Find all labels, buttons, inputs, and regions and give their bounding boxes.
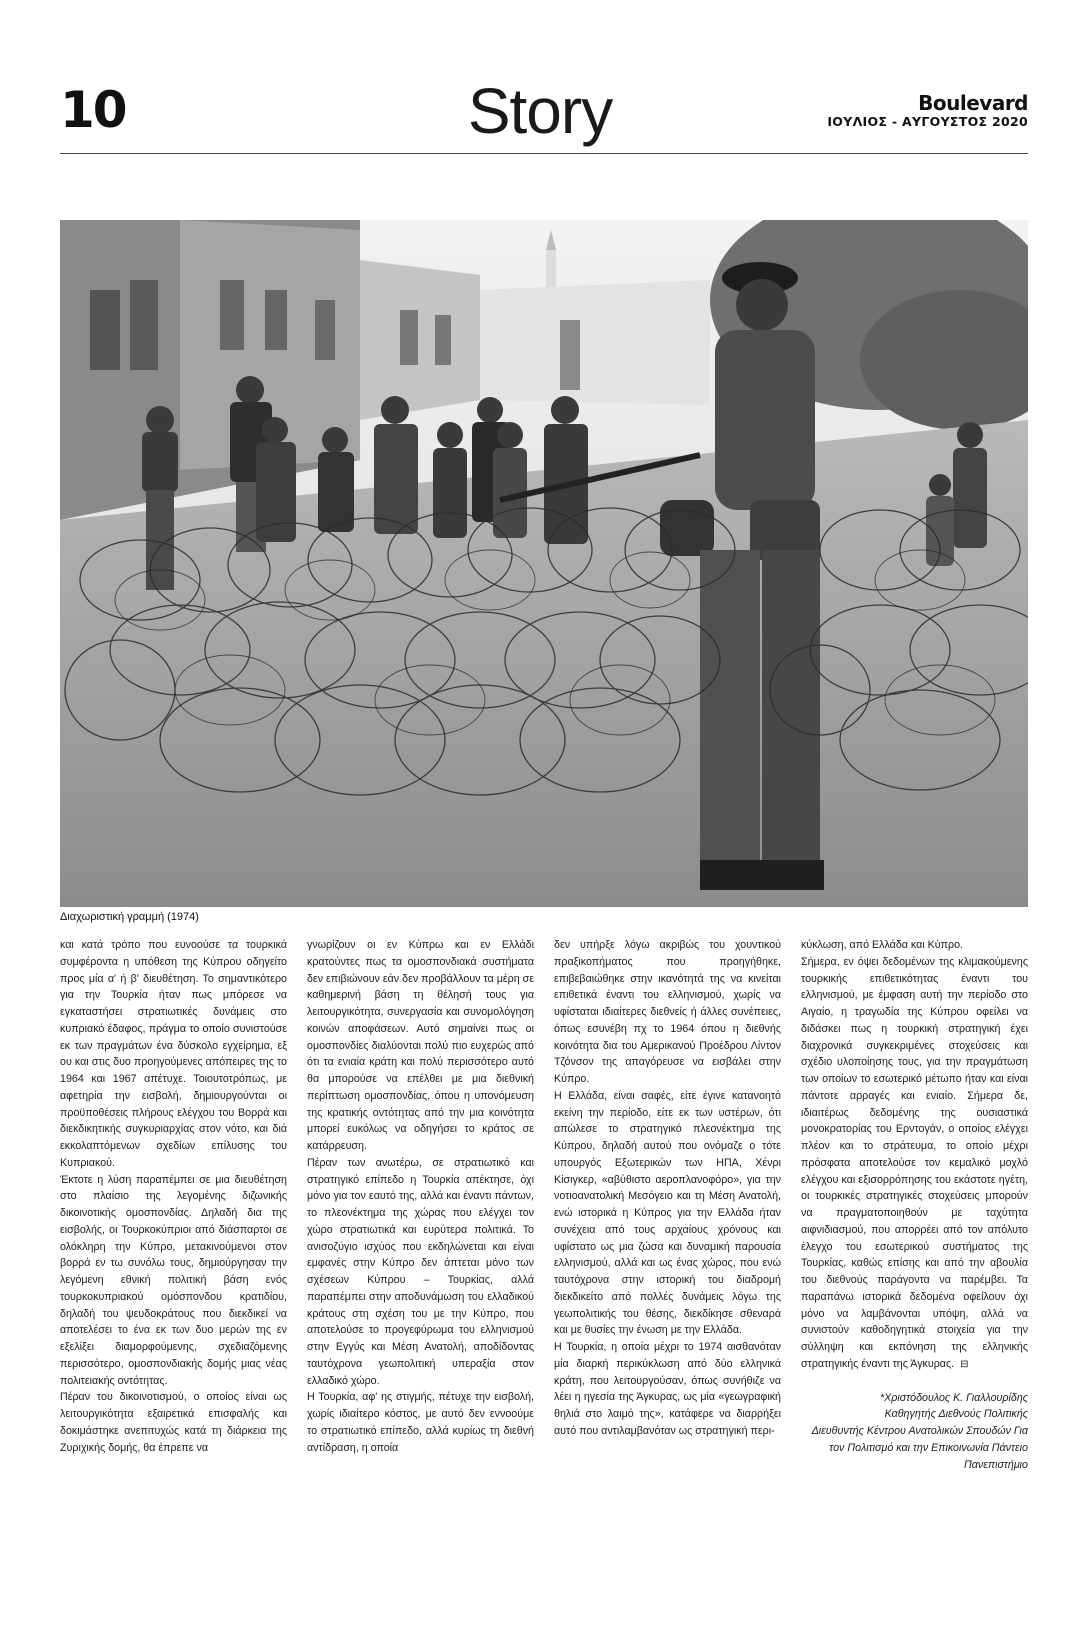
paragraph: Η Τουρκία, η οποία μέχρι το 1974 αισθανόταν μία διαρκή περικύκλωση από δύο ελληνικά κράτη, που λειτουργούσαν, όπως συνήθιζε να λέει η ηγεσία της Άγκυρας, ως μία «γεωγραφική θηλιά στο λαιμό της», κατάφερε να διαρρήξει αυτό που αντιλαμβανόταν ως στρατηγική περι-	[554, 1341, 781, 1437]
paragraph	[801, 954, 1028, 1374]
header-divider	[60, 153, 1028, 154]
paragraph: κύκλωση, από Ελλάδα και Κύπρο.	[801, 939, 964, 951]
paragraph: Πέραν των ανωτέρω, σε στρατιωτικό και στρατηγικό επίπεδο η Τουρκία απέκτησε, όχι μόνο για τον εαυτό της, αλλά και έναντι πάντων, το πλεονέκτημα της χώρας που ελέγχει τον χώρο στρατιωτικά και ευρύτερα πολιτικά. Το ανισοζύγιο ισχύος που εκδηλώνεται και είναι εμφανές στην Κύπρο δεν άπτεται μόνο των σχέσεων Κύπρου – Τουρκίας, αλλά παραπέμπει στην αποδυνάμωση του ελλαδικού κράτους στη σχέση του με την Κύπρο, που αποτελούσε το προγεφύρωμα του ελληνισμού στην Εγγύς και Μέση Ανατολή, αποδίδοντας ταυτόχρονα γεωπολιτική υπεραξία στον ελλαδικό χώρο.	[307, 1156, 534, 1387]
paragraph: Έκτοτε η λύση παραπέμπει σε μια διευθέτηση στο πλαίσιο της λεγομένης διζωνικής δικοινοτικής ομοσπονδίας. Δηλαδή δια της εισβολής, οι Τουρκοκύπριοι από διάσπαρτοι σε ολόκληρη την Κύπρο, μετακινούμενοι στον βορρά εν τω συνόλω τους, δημιούργησαν την λεγόμενη εθνική πολιτική βάση ενός τουρκοκυπριακού ομόσπονδου κρατιδίου, δηλαδή του ψευδοκράτους που διεκδικεί να αποτελέσει το ένα εκ των δυο μερών της εν εξελίξει διαμορφούμενης, σχεδιαζόμενης περισσότερο, ομοσπονδιακής δομής μιας νέας πολιτειακής οντότητας.	[60, 1173, 287, 1387]
author-signature	[801, 1390, 1028, 1474]
author-name: *Χριστόδουλος Κ. Γιαλλουρίδης	[879, 1391, 1028, 1404]
end-mark-icon: ⊟	[960, 1358, 969, 1370]
author-role: Καθηγητής Διεθνούς Πολιτικής	[884, 1408, 1028, 1421]
article-column-4	[801, 937, 1028, 1597]
paragraph: Η Ελλάδα, είναι σαφές, είτε έγινε κατανοητό εκείνη την περίοδο, είτε εκ των υστέρων, ότι απώλεσε το στρατηγικό πλεονέκτημα της Κύπρου, δηλαδή αυτού που ονόμαζε ο τότε υπουργός Εξωτερικών των ΗΠΑ, Χένρι Κίσιγκερ, «αβύθιστο αεροπλανοφόρο», για την νοτιοανατολική Μεσόγειο και τη Μέση Ανατολή, ενώ ιστορικά η Κύπρος για την Ελλάδα ήταν συνέχεια από τους αρχαίους χρόνους και υφίστατο ως μια ζώσα και δυναμική παρουσία ελληνισμού, αλλά και ως ένας χώρος, που ενώ ταυτόχρονα στην ιστορική του διαδρομή διεκδικείτο από πολλές δυνάμεις λόγω της γεωπολιτικής του θέσης, διεκδίκησε σθεναρά και με θυσίες την ένωση με την Ελλάδα.	[554, 1089, 781, 1337]
paragraph: δεν υπήρξε λόγω ακριβώς του χουντικού πραξικοπήματος που προηγήθηκε, επιβεβαιώθηκε στην ικανότητά της να κινείται επιθετικά έναντι του ελληνισμού, χωρίς να υφίσταται ιδιαίτερες διεθνείς ή άλλες συνέπειες, όπως εσυνέβη πχ το 1964 όπου η διεθνής κοινότητα δια του Αμερικανού Προέδρου Λίντον Τζόνσον της απαγόρευσε να εισβάλει στην Κύπρο.	[554, 939, 781, 1085]
section-title: Story	[467, 75, 613, 147]
page-number: 10	[60, 81, 126, 139]
paragraph: Πέραν του δικοινοτισμού, ο οποίος είναι ως λειτουργικότητα εξαιρετικά επισφαλής και δοκιμάστηκε ανεπιτυχώς κατά τη διάρκεια της Ζυριχικής δομής, θα έπρεπε να	[60, 1391, 287, 1454]
issue-date: ΙΟΥΛΙΟΣ - ΑΥΓΟΥΣΤΟΣ 2020	[827, 114, 1028, 129]
paragraph: και κατά τρόπο που ευνοούσε τα τουρκικά συμφέροντα η υπόθεση της Κύπρου οδηγείτο προς μία α' ή β' διευθέτηση. Το σημαντικότερο για την Τουρκία ήταν πως μπόρεσε να εγκαταστήσει στρατιωτικές δυνάμεις στο κυπριακό έδαφος, πράγμα το οποίο συνιστούσε εκ των πραγμάτων ένα δύσκολο εγχείρημα, εξ ου και στις δυο προηγούμενες απόπειρες της το 1964 και 1967 απέτυχε. Τοιουτοτρόπως, με αφετηρία την εισβολή, δημιουργούνται οι προϋποθέσεις πλήρους ελέγχου του Βορρά και διεκδικητικής συγκυριαρχίας στον νότο, και διά εκκολαπτόμενων σχεδίων επίλυσης του Κυπριακού.	[60, 939, 287, 1169]
feature-photo	[60, 220, 1028, 907]
article-column-1	[60, 937, 287, 1597]
photo-illustration	[60, 220, 1028, 907]
photo-caption: Διαχωριστική γραμμή (1974)	[60, 911, 199, 923]
article-column-3	[554, 937, 781, 1597]
article-body	[60, 937, 1030, 1597]
brand-logo: Boulevard	[918, 91, 1028, 115]
article-column-2	[307, 937, 534, 1597]
paragraph: Η Τουρκία, αφ' ης στιγμής, πέτυχε την εισβολή, χωρίς ιδιαίτερο κόστος, με αυτό δεν εννοούμε το στρατιωτικό επίπεδο, αλλά κυρίως τη διεθνή αντίδραση, η οποία	[307, 1391, 534, 1454]
paragraph-text: Σήμερα, εν όψει δεδομένων της κλιμακούμενης τουρκικής επιθετικότητας έναντι του ελληνισμού, με έμφαση αυτή την περίοδο στο Αιγαίο, η τραγωδία της Κύπρου οφείλει να διδάσκει πως η τουρκική στρατηγική έχει διαχρονικά συγκεκριμένες στοχεύσεις και σχέδιο υλοποίησης τους, για την πραγμάτωση των οποίων το εσωτερικό μέτωπο ήταν και είναι πάντοτε αρραγές και ενιαίο. Σήμερα δε, ιδιαιτέρως δεδομένης της ουσιαστικά μονοκρατορίας του Ερντογάν, ο οποίος ελέγχει πλέον και το στράτευμα, το οποίο μέχρι πρόσφατα αποτελούσε τον κεμαλικό μοχλό ελέγχου και εξισορρόπησης του εκάστοτε ηγέτη, οι τουρκικές στρατηγικές στοχεύσεις μπορούν να πραγματοποιηθούν με ταχύτητα αιφνιδιασμού, που απορρέει από τον απόλυτο έλεγχο του εσωτερικού συστήματος της Τουρκίας, καθώς επίσης και από την αβουλία του διεθνούς παράγοντα να παρέμβει. Τα παραπάνω ιστορικά δεδομένα οφείλουν όχι μόνο να λαμβάνονται υπόψη, αλλά να συνιστούν καθοδηγητικά στοιχεία για την σύλληψη και εκπόνηση της ελληνικής στρατηγικής έναντι της Άγκυρας.	[801, 955, 1028, 1370]
masthead	[827, 92, 1028, 129]
author-affiliation: Διευθυντής Κέντρου Ανατολικών Σπουδών Για τον Πολιτισμό και την Επικοινωνία Πάντειο Πανεπιστήμιο	[811, 1425, 1028, 1471]
paragraph: γνωρίζουν οι εν Κύπρω και εν Ελλάδι κρατούντες πως τα ομοσπονδιακά συστήματα δεν επιβιώνουν εάν δεν προβάλλουν τα μέρη σε καθημερινή βάση τη θέλησή τους για λειτουργικότητα, συνεργασία και συνομολόγηση κοινών αποφάσεων. Αυτό σημαίνει πως οι ομοσπονδίες διαλύονται πολύ πιο ευχερώς από ότι τα ενιαία κράτη και πολύ περισσότερο αυτό θα μπορούσε να επέλθει με μια διεθνική περίπτωση ομοσπονδίας, όπου η υπονόμευση της κρατικής οντότητας από την μια κοινότητα μπορεί ευκόλως να οδηγήσει το κράτος σε κατάρρευση.	[307, 939, 534, 1152]
